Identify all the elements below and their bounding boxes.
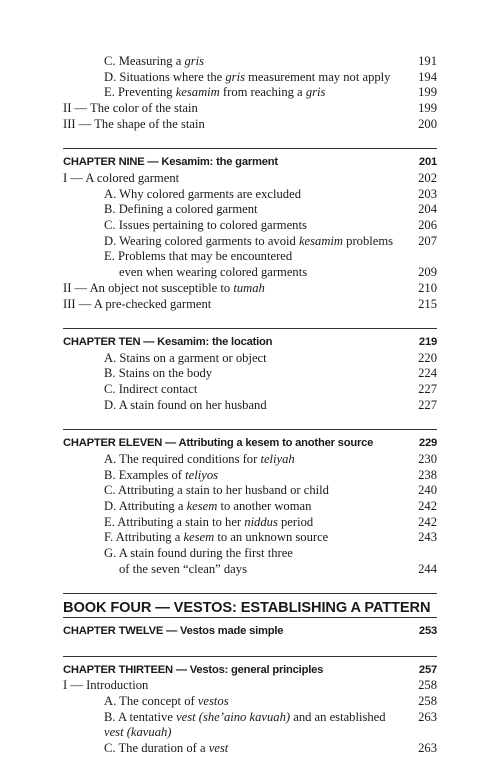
toc-entry-title (63, 694, 415, 710)
italic-term: teliyah (260, 451, 295, 466)
section-divider (63, 148, 437, 149)
table-of-contents (63, 54, 437, 757)
page-number: 238 (418, 467, 437, 482)
toc-book-heading (63, 600, 437, 617)
toc-chapter-heading (63, 335, 437, 351)
page-number: 207 (418, 233, 437, 248)
title-text: BOOK FOUR — VESTOS: ESTABLISHING A PATTERN (63, 600, 431, 617)
toc-entry-title (63, 530, 415, 546)
italic-term: vest (she’aino kavuah) (176, 709, 291, 724)
page-number: 242 (418, 498, 437, 513)
toc-entry-title (63, 546, 415, 562)
section-gap (63, 577, 437, 593)
italic-term: vest (kavuah) (104, 725, 172, 740)
italic-term: niddus (244, 514, 278, 529)
page-number: 215 (418, 296, 437, 311)
toc-entry-title (63, 171, 415, 187)
italic-term: kesamim (175, 85, 220, 100)
page-number: 229 (418, 437, 437, 450)
italic-term: vestos (197, 693, 229, 708)
toc-entry-title (63, 452, 415, 468)
page-number: 253 (418, 625, 437, 638)
page-number: 206 (418, 218, 437, 233)
title-text: E. Problems that may be encountered (104, 249, 293, 264)
page-number: 200 (418, 116, 437, 131)
title-text: CHAPTER TEN — Kesamim: the location (63, 335, 273, 348)
title-text: C. Indirect contact (104, 382, 198, 397)
title-text: D. Situations where the (104, 69, 226, 84)
toc-entry-title (63, 187, 415, 203)
title-text: CHAPTER THIRTEEN — Vestos: general principles (63, 663, 324, 676)
toc-entry-title (63, 382, 415, 398)
page-number: 224 (418, 366, 437, 381)
toc-entry (63, 281, 437, 297)
title-text: from reaching a (219, 85, 306, 100)
italic-term: kesem (186, 498, 218, 513)
page-number: 199 (418, 101, 437, 116)
title-text: A. Stains on a garment or object (104, 350, 267, 365)
toc-entry (63, 249, 437, 265)
toc-entry (63, 187, 437, 203)
page-number: 219 (418, 335, 437, 348)
title-text: C. Issues pertaining to colored garments (104, 218, 307, 233)
title-text: A. The concept of (104, 693, 198, 708)
page-number: 201 (418, 156, 437, 169)
italic-term: tumah (233, 280, 265, 295)
toc-entry (63, 452, 437, 468)
page-number: 263 (418, 741, 437, 756)
toc-entry-title (63, 710, 415, 741)
page-number: 227 (418, 397, 437, 412)
page-number: 243 (418, 530, 437, 545)
toc-entry-title (63, 741, 415, 757)
toc-chapter-heading (63, 624, 437, 640)
title-text: measurement may not apply (244, 69, 391, 84)
title-text: I — A colored garment (63, 170, 180, 185)
title-text: III — A pre-checked garment (63, 296, 212, 311)
title-text: CHAPTER TWELVE — Vestos made simple (63, 625, 284, 638)
italic-term: kesem (183, 530, 215, 545)
toc-entry-title (63, 562, 415, 578)
section-divider (63, 617, 437, 618)
page-number: 240 (418, 483, 437, 498)
title-text: and an established (290, 709, 386, 724)
page-number: 203 (418, 186, 437, 201)
toc-entry-title (63, 202, 415, 218)
title-text: III — The shape of the stain (63, 116, 205, 131)
title-text: period (277, 514, 314, 529)
toc-entry-title (63, 54, 415, 70)
section-divider (63, 593, 437, 594)
toc-entry (63, 694, 437, 710)
title-text: D. A stain found on her husband (104, 397, 267, 412)
toc-entry (63, 741, 437, 757)
toc-chapter-heading (63, 436, 437, 452)
toc-entry (63, 171, 437, 187)
page-number: 258 (418, 693, 437, 708)
page-number: 191 (418, 54, 437, 68)
page-number: 227 (418, 382, 437, 397)
title-text: E. Attributing a stain to her (104, 514, 245, 529)
title-text: CHAPTER NINE — Kesamim: the garment (63, 156, 278, 169)
title-text: B. Defining a colored garment (104, 202, 258, 217)
toc-entry-title (63, 499, 415, 515)
title-text: F. Attributing a (104, 530, 184, 545)
toc-entry-title (63, 85, 415, 101)
title-text: of the seven “clean” days (119, 561, 247, 576)
toc-entry (63, 546, 437, 562)
toc-entry-title (63, 366, 415, 382)
toc-entry (63, 297, 437, 313)
page-number: 220 (418, 350, 437, 365)
toc-entry-title (63, 249, 415, 265)
toc-entry-title (63, 663, 415, 679)
toc-entry-title (63, 678, 415, 694)
title-text: B. Examples of (104, 467, 186, 482)
toc-entry (63, 483, 437, 499)
page-number: 199 (418, 85, 437, 100)
toc-entry (63, 398, 437, 414)
toc-entry-title (63, 398, 415, 414)
toc-entry-title (63, 117, 415, 133)
title-text: A. The required conditions for (104, 451, 261, 466)
toc-entry (63, 678, 437, 694)
toc-entry (63, 382, 437, 398)
section-divider (63, 328, 437, 329)
title-text: E. Preventing (104, 85, 176, 100)
toc-entry-title (63, 436, 415, 452)
title-text: B. Stains on the body (104, 366, 213, 381)
toc-entry (63, 499, 437, 515)
title-text: II — The color of the stain (63, 101, 198, 116)
toc-entry-title (63, 624, 415, 640)
page-number: 263 (418, 709, 437, 724)
page-number: 194 (418, 69, 437, 84)
toc-entry (63, 265, 437, 281)
toc-entry (63, 468, 437, 484)
title-text: C. Attributing a stain to her husband or child (104, 483, 329, 498)
title-text: even when wearing colored garments (119, 265, 308, 280)
toc-entry (63, 117, 437, 133)
toc-entry-title (63, 351, 415, 367)
toc-entry-title (63, 600, 430, 617)
toc-entry (63, 562, 437, 578)
toc-entry (63, 351, 437, 367)
page-number: 258 (418, 678, 437, 693)
page-number: 202 (418, 170, 437, 185)
title-text: D. Wearing colored garments to avoid (104, 233, 299, 248)
title-text: A. Why colored garments are excluded (104, 186, 301, 201)
title-text: I — Introduction (63, 678, 149, 693)
toc-entry (63, 202, 437, 218)
toc-entry-title (63, 468, 415, 484)
italic-term: gris (184, 54, 205, 68)
toc-chapter-heading (63, 155, 437, 171)
title-text: C. The duration of a (104, 741, 209, 756)
section-gap (63, 413, 437, 429)
toc-entry-title (63, 281, 415, 297)
title-text: C. Measuring a (104, 54, 185, 68)
page-number: 242 (418, 514, 437, 529)
italic-term: gris (225, 69, 245, 84)
title-text: CHAPTER ELEVEN — Attributing a kesem to another source (63, 437, 374, 450)
toc-entry (63, 218, 437, 234)
toc-entry (63, 515, 437, 531)
title-text: B. A tentative (104, 709, 177, 724)
page-number: 230 (418, 451, 437, 466)
toc-entry-title (63, 234, 415, 250)
toc-chapter-heading (63, 663, 437, 679)
section-gap (63, 640, 437, 656)
toc-entry (63, 54, 437, 70)
toc-entry (63, 710, 437, 741)
italic-term: vest (208, 741, 229, 756)
toc-entry-title (63, 515, 415, 531)
toc-entry-title (63, 155, 415, 171)
section-gap (63, 133, 437, 149)
toc-entry-title (63, 335, 415, 351)
toc-entry (63, 85, 437, 101)
toc-entry-title (63, 297, 415, 313)
page-number: 257 (418, 663, 437, 676)
toc-entry-title (63, 70, 415, 86)
toc-entry-title (63, 483, 415, 499)
toc-entry (63, 70, 437, 86)
section-divider (63, 429, 437, 430)
title-text: D. Attributing a (104, 498, 187, 513)
page-number: 210 (418, 280, 437, 295)
toc-entry (63, 234, 437, 250)
page-number: 209 (418, 265, 437, 280)
toc-entry (63, 101, 437, 117)
title-text: problems (343, 233, 394, 248)
section-divider (63, 656, 437, 657)
italic-term: gris (305, 85, 326, 100)
title-text: to another woman (217, 498, 312, 513)
toc-entry-title (63, 218, 415, 234)
page-number: 244 (418, 561, 437, 576)
title-text: to an unknown source (214, 530, 329, 545)
italic-term: teliyos (185, 467, 219, 482)
toc-entry-title (63, 265, 415, 281)
title-text: II — An object not susceptible to (63, 280, 234, 295)
toc-entry-title (63, 101, 415, 117)
toc-entry (63, 530, 437, 546)
section-gap (63, 312, 437, 328)
toc-entry (63, 366, 437, 382)
page-number: 204 (418, 202, 437, 217)
italic-term: kesamim (298, 233, 344, 248)
title-text: G. A stain found during the first three (104, 546, 293, 561)
